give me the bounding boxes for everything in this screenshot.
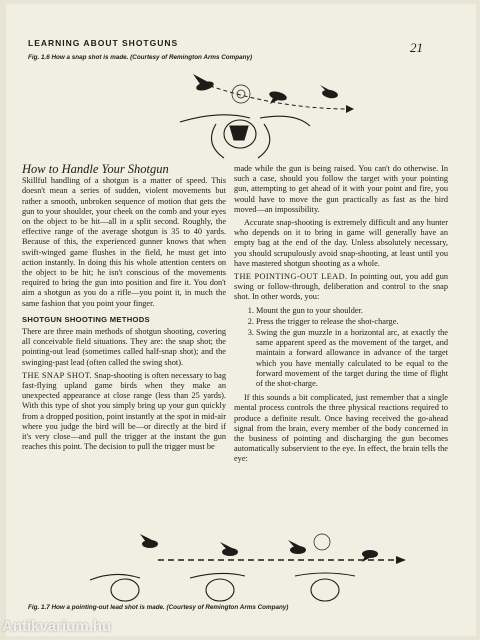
paragraph <box>234 272 448 303</box>
figure-caption-bottom: Fig. 1.7 How a pointing-out lead shot is made. (Courtesy of Remington Arms Company) <box>28 604 289 611</box>
paragraph: There are three main methods of shotgun shooting, covering all conceivable field situations. They are: the snap shot; the pointing-out lead (sometimes called half-snap shot); and the swinging-past lead (often called the swing shot). <box>22 327 226 367</box>
shot-burst-icon <box>314 534 330 550</box>
arrow-head-icon <box>396 556 406 564</box>
hunter-figure <box>180 115 310 158</box>
paragraph: If this sounds a bit complicated, just remember that a single mental process controls the three physical reactions required to produce a definite result. Once having received the go-ahead signal from the brain, every member of the body concerned in the business of pointing and discharging the gun becomes automatically subservient to the eye. In effect, the brain tells the eye: <box>234 393 448 464</box>
figure-caption-top: Fig. 1.6 How a snap shot is made. (Courtesy of Remington Arms Company) <box>28 54 253 61</box>
subheading: SHOTGUN SHOOTING METHODS <box>22 314 150 324</box>
shot-burst-icon <box>232 85 250 103</box>
running-head: LEARNING ABOUT SHOTGUNS <box>28 38 179 48</box>
left-column <box>22 164 226 455</box>
run-in-heading: THE SNAP SHOT. <box>22 370 93 380</box>
section-title: How to Handle Your Shotgun <box>22 162 169 176</box>
page-number: 21 <box>410 40 423 55</box>
bird-icon <box>288 540 306 554</box>
bird-icon <box>193 74 215 92</box>
paragraph: made while the gun is being raised. You can't do otherwise. In such a case, should you follow the target with your pointing gun, attempting to get ahead of it with your point and fire, you would have to move the gun practically as fast as the bird moved—an impossibility. <box>234 164 448 214</box>
hunter-figure <box>90 573 355 601</box>
snap-shot-figure <box>120 64 450 164</box>
bird-icon <box>140 534 158 548</box>
list-item: 1. Mount the gun to your shoulder. <box>256 306 448 316</box>
bird-icon <box>220 542 238 556</box>
paragraph: Skillful handling of a shotgun is a matter of speed. This doesn't mean a series of sudden, violent movements but rather a smooth, unbroken sequence of motion that gets the gun to your shoulder, your cheek on the comb and your eyes on the object to be hit—all in a split second. Roughly, the effective range of the average shotgun is 35 to 40 yards. Because of this, the experienced gunner knows that when swift-winged game flushes in the field, he must get into action instantly. In doing this his whole attention centers on the object to be hit; he isn't conscious of the movements required to bring the gun into position and fire it. You don't aim a shotgun as you do a rifle—you point it, in much the same fashion that you point your finger. <box>22 176 226 308</box>
list-item: 3. Swing the gun muzzle in a horizontal arc, at exactly the same apparent speed as the movement of the target, and maintain a forward allowance in advance of the target which you have mentally calculated to be equal to the forward movement of the target during the time of flight of the shot-charge. <box>256 328 448 389</box>
watermark: Antikvarium.hu <box>2 618 112 635</box>
list-item: 2. Press the trigger to release the shot-charge. <box>256 317 448 327</box>
bird-icon <box>320 85 339 99</box>
paragraph <box>22 371 226 453</box>
run-in-heading: THE POINTING-OUT LEAD. <box>234 272 348 282</box>
arrow-head-icon <box>346 105 354 113</box>
paragraph-text: Snap-shooting is often necessary to bag fast-flying upland game birds when they make an unexpected appearance at close range (less than 25 yards). With this type of shot you simply bring up your gun quickly from a dropped position, point instantly at the spot in mid-air where you judge the bird will be—or directly at the bird if it's very close—and pull the trigger at the instant the gun reaches this point. The decision to pull the trigger must be <box>22 370 226 452</box>
paragraph-text: In pointing out, you add gun swing or follow-through, deliberation and control to the snap shot. In other words, you: <box>234 272 448 302</box>
step-list <box>234 306 448 390</box>
right-column <box>234 164 448 468</box>
pointing-out-lead-figure <box>70 530 450 602</box>
paragraph: Accurate snap-shooting is extremely difficult and any hunter who depends on it to bring in game will generally have an empty bag at the end of the day. Unless absolutely necessary, you should scrupulously avoid snap-shooting, at least until you have mastered shotgun shooting as a whole. <box>234 218 448 268</box>
